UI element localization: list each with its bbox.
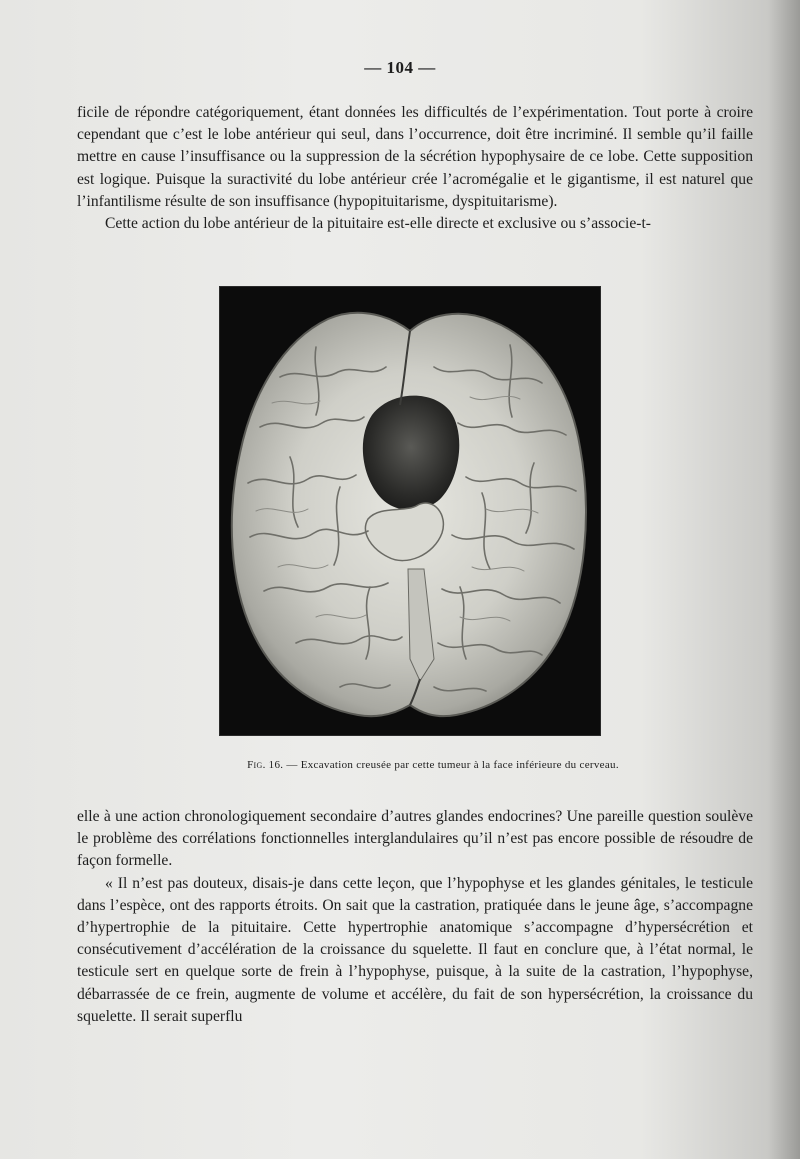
paragraph: Cette action du lobe antérieur de la pituitaire est-elle directe et exclusive ou s’associe-t- <box>105 215 651 233</box>
paragraph: ficile de répondre catégoriquement, étant données les difficultés de l’expérimentation. Tout porte à croire cependant que c’est le lobe antérieur qui seul, dans l’occurrence, doit être incriminé. Il semble qu’il faille mettre en cause l’insuffisance ou la suppression de la sécrétion hypophysaire de ce lobe. Cette supposition est logique. Puisque la suractivité du lobe antérieur crée l’acromégalie et le gigantisme, il est naturel que l’infantilisme résulte de son insuffisance (hypopituitarisme, dyspituitarisme). <box>77 104 753 210</box>
figure-caption-text: — Excavation creusée par cette tumeur à la face inférieure du cerveau. <box>286 759 619 771</box>
figure-caption <box>150 759 716 771</box>
brain-illustration <box>220 287 600 735</box>
page-number: — 104 — <box>364 58 436 77</box>
paragraph: « Il n’est pas douteux, disais-je dans cette leçon, que l’hypophyse et les glandes génitales, le testicule dans l’espèce, ont des rapports étroits. On sait que la castration, pratiquée dans le jeune âge, s’accompagne d’hypertrophie de la pituitaire. Cette hypertrophie anatomique s’accompagne d’hypersécrétion et consécutivement d’accélération de la croissance du squelette. Il faut en conclure que, à l’état normal, le testicule sert en quelque sorte de frein à l’hypophyse, puisque, à la suite de la castration, l’hypophyse, débarrassée de ce frein, augmente de volume et accélère, du fait de son hypersécrétion, la croissance du squelette. Il serait superflu <box>77 874 753 1025</box>
top-text-block <box>77 102 753 235</box>
brain-photograph <box>219 286 601 736</box>
bottom-text-block <box>77 806 753 1028</box>
paragraph: elle à une action chronologiquement secondaire d’autres glandes endocrines? Une pareille question soulève le problème des corrélations fonctionnelles interglandulaires qu’il n’est pas encore possible de résoudre de façon formelle. <box>77 808 753 870</box>
figure-label: Fig. 16. <box>247 759 284 771</box>
